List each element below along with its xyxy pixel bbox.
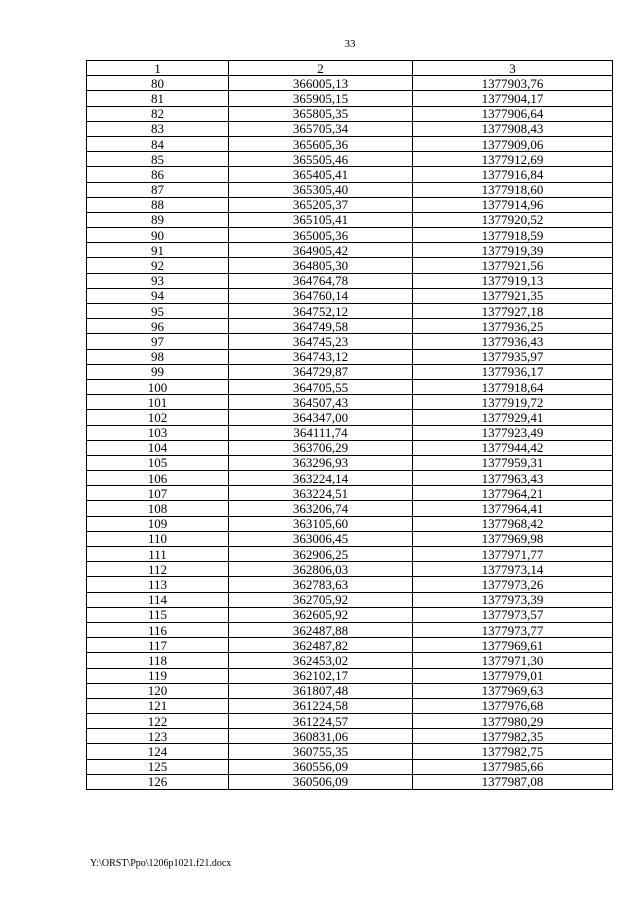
y-coordinate-cell: 1377914,96: [413, 197, 613, 212]
x-coordinate-cell: 364752,12: [229, 304, 413, 319]
point-number-cell: 102: [87, 410, 229, 425]
point-number-cell: 117: [87, 638, 229, 653]
x-coordinate-cell: 364111,74: [229, 425, 413, 440]
point-number-cell: 104: [87, 440, 229, 455]
table-row: [87, 592, 613, 607]
y-coordinate-cell: 1377973,14: [413, 562, 613, 577]
point-number-cell: 106: [87, 471, 229, 486]
point-number-cell: 115: [87, 607, 229, 622]
table-row: [87, 136, 613, 151]
y-coordinate-cell: 1377929,41: [413, 410, 613, 425]
point-number-cell: 120: [87, 683, 229, 698]
y-coordinate-cell: 1377987,08: [413, 774, 613, 789]
x-coordinate-cell: 363706,29: [229, 440, 413, 455]
x-coordinate-cell: 365105,41: [229, 212, 413, 227]
table-row: [87, 759, 613, 774]
point-number-cell: 105: [87, 455, 229, 470]
x-coordinate-cell: 364764,78: [229, 273, 413, 288]
x-coordinate-cell: 363105,60: [229, 516, 413, 531]
y-coordinate-cell: 1377973,77: [413, 622, 613, 637]
point-number-cell: 107: [87, 486, 229, 501]
y-coordinate-cell: 1377906,64: [413, 106, 613, 121]
x-coordinate-cell: 364805,30: [229, 258, 413, 273]
table-row: [87, 683, 613, 698]
point-number-cell: 100: [87, 379, 229, 394]
y-coordinate-cell: 1377973,39: [413, 592, 613, 607]
table-row: [87, 516, 613, 531]
table-row: [87, 121, 613, 136]
point-number-cell: 114: [87, 592, 229, 607]
x-coordinate-cell: 364760,14: [229, 288, 413, 303]
point-number-cell: 82: [87, 106, 229, 121]
table-row: [87, 273, 613, 288]
y-coordinate-cell: 1377980,29: [413, 714, 613, 729]
y-coordinate-cell: 1377935,97: [413, 349, 613, 364]
x-coordinate-cell: 363206,74: [229, 501, 413, 516]
table-row: [87, 668, 613, 683]
x-coordinate-cell: 364905,42: [229, 243, 413, 258]
x-coordinate-cell: 364729,87: [229, 364, 413, 379]
x-coordinate-cell: 365705,34: [229, 121, 413, 136]
table-row: [87, 167, 613, 182]
table-header: [87, 61, 613, 76]
x-coordinate-cell: 362783,63: [229, 577, 413, 592]
point-number-cell: 97: [87, 334, 229, 349]
table-row: [87, 395, 613, 410]
table-row: [87, 562, 613, 577]
point-number-cell: 108: [87, 501, 229, 516]
point-number-cell: 87: [87, 182, 229, 197]
point-number-cell: 112: [87, 562, 229, 577]
y-coordinate-cell: 1377959,31: [413, 455, 613, 470]
column-header-2: 2: [229, 61, 413, 76]
point-number-cell: 121: [87, 698, 229, 713]
table-row: [87, 486, 613, 501]
table-row: [87, 410, 613, 425]
y-coordinate-cell: 1377923,49: [413, 425, 613, 440]
x-coordinate-cell: 365505,46: [229, 152, 413, 167]
x-coordinate-cell: 360831,06: [229, 729, 413, 744]
y-coordinate-cell: 1377936,17: [413, 364, 613, 379]
footer-file-path: Y:\ORST\Ppo\1206p1021.f21.docx: [90, 858, 232, 869]
table-row: [87, 258, 613, 273]
y-coordinate-cell: 1377919,39: [413, 243, 613, 258]
x-coordinate-cell: 362102,17: [229, 668, 413, 683]
x-coordinate-cell: 364743,12: [229, 349, 413, 364]
y-coordinate-cell: 1377918,64: [413, 379, 613, 394]
x-coordinate-cell: 362487,88: [229, 622, 413, 637]
point-number-cell: 101: [87, 395, 229, 410]
column-header-1: 1: [87, 61, 229, 76]
x-coordinate-cell: 362605,92: [229, 607, 413, 622]
point-number-cell: 119: [87, 668, 229, 683]
y-coordinate-cell: 1377979,01: [413, 668, 613, 683]
x-coordinate-cell: 364749,58: [229, 319, 413, 334]
x-coordinate-cell: 363224,14: [229, 471, 413, 486]
table-row: [87, 455, 613, 470]
y-coordinate-cell: 1377918,59: [413, 228, 613, 243]
y-coordinate-cell: 1377920,52: [413, 212, 613, 227]
x-coordinate-cell: 362705,92: [229, 592, 413, 607]
coordinates-table: [86, 60, 613, 790]
table-row: [87, 577, 613, 592]
point-number-cell: 90: [87, 228, 229, 243]
y-coordinate-cell: 1377969,63: [413, 683, 613, 698]
point-number-cell: 86: [87, 167, 229, 182]
point-number-cell: 123: [87, 729, 229, 744]
point-number-cell: 93: [87, 273, 229, 288]
point-number-cell: 96: [87, 319, 229, 334]
y-coordinate-cell: 1377971,77: [413, 547, 613, 562]
point-number-cell: 94: [87, 288, 229, 303]
x-coordinate-cell: 362453,02: [229, 653, 413, 668]
x-coordinate-cell: 364347,00: [229, 410, 413, 425]
x-coordinate-cell: 363296,93: [229, 455, 413, 470]
y-coordinate-cell: 1377919,72: [413, 395, 613, 410]
y-coordinate-cell: 1377969,98: [413, 531, 613, 546]
column-header-3: 3: [413, 61, 613, 76]
y-coordinate-cell: 1377963,43: [413, 471, 613, 486]
table-row: [87, 212, 613, 227]
y-coordinate-cell: 1377916,84: [413, 167, 613, 182]
y-coordinate-cell: 1377908,43: [413, 121, 613, 136]
page-number: 33: [344, 38, 356, 50]
x-coordinate-cell: 365605,36: [229, 136, 413, 151]
x-coordinate-cell: 364745,23: [229, 334, 413, 349]
point-number-cell: 95: [87, 304, 229, 319]
table-row: [87, 698, 613, 713]
y-coordinate-cell: 1377921,35: [413, 288, 613, 303]
table-row: [87, 76, 613, 91]
x-coordinate-cell: 362806,03: [229, 562, 413, 577]
x-coordinate-cell: 364507,43: [229, 395, 413, 410]
table-row: [87, 638, 613, 653]
x-coordinate-cell: 366005,13: [229, 76, 413, 91]
x-coordinate-cell: 362487,82: [229, 638, 413, 653]
point-number-cell: 124: [87, 744, 229, 759]
point-number-cell: 116: [87, 622, 229, 637]
x-coordinate-cell: 365805,35: [229, 106, 413, 121]
table-row: [87, 197, 613, 212]
point-number-cell: 125: [87, 759, 229, 774]
y-coordinate-cell: 1377936,43: [413, 334, 613, 349]
y-coordinate-cell: 1377904,17: [413, 91, 613, 106]
table-row: [87, 622, 613, 637]
table-row: [87, 106, 613, 121]
table-row: [87, 425, 613, 440]
table-row: [87, 379, 613, 394]
table-row: [87, 152, 613, 167]
table-row: [87, 653, 613, 668]
point-number-cell: 111: [87, 547, 229, 562]
table-row: [87, 288, 613, 303]
y-coordinate-cell: 1377944,42: [413, 440, 613, 455]
point-number-cell: 98: [87, 349, 229, 364]
point-number-cell: 91: [87, 243, 229, 258]
table-row: [87, 364, 613, 379]
point-number-cell: 118: [87, 653, 229, 668]
point-number-cell: 83: [87, 121, 229, 136]
point-number-cell: 113: [87, 577, 229, 592]
y-coordinate-cell: 1377971,30: [413, 653, 613, 668]
table-row: [87, 304, 613, 319]
table-row: [87, 729, 613, 744]
x-coordinate-cell: 361224,58: [229, 698, 413, 713]
x-coordinate-cell: 365005,36: [229, 228, 413, 243]
x-coordinate-cell: 363224,51: [229, 486, 413, 501]
x-coordinate-cell: 365205,37: [229, 197, 413, 212]
x-coordinate-cell: 361224,57: [229, 714, 413, 729]
x-coordinate-cell: 360556,09: [229, 759, 413, 774]
table-row: [87, 91, 613, 106]
point-number-cell: 99: [87, 364, 229, 379]
y-coordinate-cell: 1377969,61: [413, 638, 613, 653]
y-coordinate-cell: 1377964,41: [413, 501, 613, 516]
point-number-cell: 81: [87, 91, 229, 106]
point-number-cell: 126: [87, 774, 229, 789]
table-row: [87, 501, 613, 516]
x-coordinate-cell: 363006,45: [229, 531, 413, 546]
x-coordinate-cell: 360506,09: [229, 774, 413, 789]
y-coordinate-cell: 1377909,06: [413, 136, 613, 151]
table-row: [87, 228, 613, 243]
table-row: [87, 531, 613, 546]
y-coordinate-cell: 1377982,35: [413, 729, 613, 744]
x-coordinate-cell: 365405,41: [229, 167, 413, 182]
x-coordinate-cell: 362906,25: [229, 547, 413, 562]
y-coordinate-cell: 1377982,75: [413, 744, 613, 759]
y-coordinate-cell: 1377903,76: [413, 76, 613, 91]
point-number-cell: 89: [87, 212, 229, 227]
table-header-row: [87, 61, 613, 76]
table-row: [87, 319, 613, 334]
y-coordinate-cell: 1377921,56: [413, 258, 613, 273]
x-coordinate-cell: 361807,48: [229, 683, 413, 698]
point-number-cell: 109: [87, 516, 229, 531]
point-number-cell: 92: [87, 258, 229, 273]
table-row: [87, 774, 613, 789]
y-coordinate-cell: 1377973,57: [413, 607, 613, 622]
table-row: [87, 182, 613, 197]
y-coordinate-cell: 1377912,69: [413, 152, 613, 167]
y-coordinate-cell: 1377927,18: [413, 304, 613, 319]
table-row: [87, 349, 613, 364]
y-coordinate-cell: 1377973,26: [413, 577, 613, 592]
y-coordinate-cell: 1377919,13: [413, 273, 613, 288]
table-row: [87, 334, 613, 349]
point-number-cell: 110: [87, 531, 229, 546]
y-coordinate-cell: 1377936,25: [413, 319, 613, 334]
table-row: [87, 714, 613, 729]
table-row: [87, 471, 613, 486]
x-coordinate-cell: 365905,15: [229, 91, 413, 106]
table-body: [87, 76, 613, 790]
x-coordinate-cell: 364705,55: [229, 379, 413, 394]
table-row: [87, 440, 613, 455]
y-coordinate-cell: 1377964,21: [413, 486, 613, 501]
x-coordinate-cell: 360755,35: [229, 744, 413, 759]
y-coordinate-cell: 1377918,60: [413, 182, 613, 197]
point-number-cell: 85: [87, 152, 229, 167]
point-number-cell: 80: [87, 76, 229, 91]
x-coordinate-cell: 365305,40: [229, 182, 413, 197]
point-number-cell: 88: [87, 197, 229, 212]
y-coordinate-cell: 1377968,42: [413, 516, 613, 531]
table-row: [87, 547, 613, 562]
table-row: [87, 607, 613, 622]
table-row: [87, 243, 613, 258]
y-coordinate-cell: 1377976,68: [413, 698, 613, 713]
y-coordinate-cell: 1377985,66: [413, 759, 613, 774]
point-number-cell: 84: [87, 136, 229, 151]
table-row: [87, 744, 613, 759]
point-number-cell: 103: [87, 425, 229, 440]
point-number-cell: 122: [87, 714, 229, 729]
